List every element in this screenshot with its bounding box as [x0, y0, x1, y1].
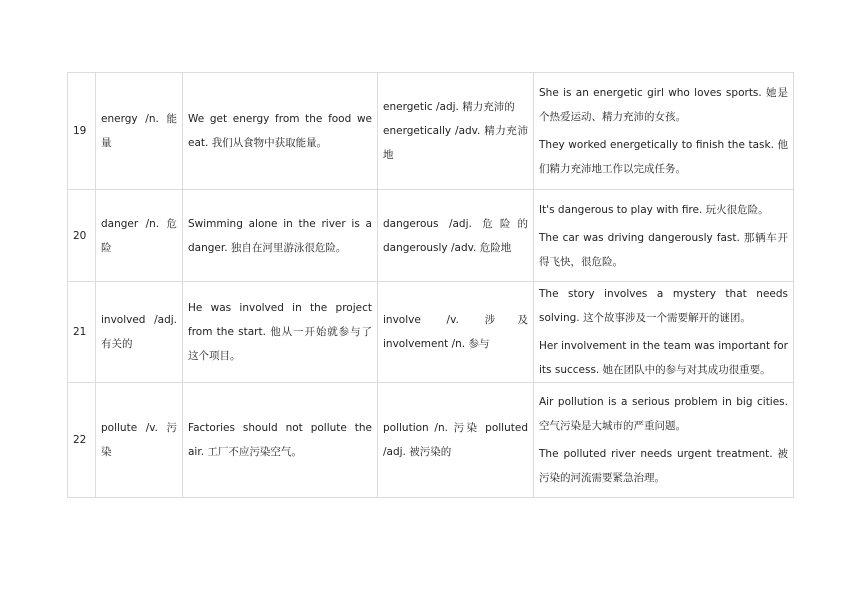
examples-cell	[534, 73, 794, 190]
word-form: energetic /adj. 精力充沛的	[383, 101, 515, 113]
table-row	[68, 190, 794, 282]
table-row	[68, 383, 794, 498]
example-sentence: It's dangerous to play with fire. 玩火很危险。	[539, 203, 769, 216]
example-sentence: The car was driving dangerously fast. 那辆车开得飞快，很危险。	[539, 231, 788, 268]
example-sentence: The story involves a mystery that needs solving. 这个故事涉及一个需要解开的谜团。	[539, 288, 788, 324]
word-forms-cell: involve /v. 涉及 involvement /n. 参与	[378, 282, 534, 383]
row-number: 20	[68, 190, 96, 282]
table-row	[68, 73, 794, 190]
sentence-cell: Factories should not pollute the air. 工厂不应污染空气。	[183, 383, 378, 498]
row-number: 22	[68, 383, 96, 498]
word-forms-cell: dangerous /adj. 危险的 dangerously /adv. 危险地	[378, 190, 534, 282]
example-sentence: Air pollution is a serious problem in big cities. 空气污染是大城市的严重问题。	[539, 396, 788, 432]
row-number: 21	[68, 282, 96, 383]
table-row	[68, 282, 794, 383]
row-number: 19	[68, 73, 96, 190]
word-form: energetically /adv. 精力充沛地	[383, 125, 528, 161]
word-cell: pollute /v. 污染	[96, 383, 183, 498]
example-sentence: She is an energetic girl who loves sports. 她是个热爱运动、精力充沛的女孩。	[539, 87, 788, 123]
example-sentence: The polluted river needs urgent treatment. 被污染的河流需要紧急治理。	[539, 448, 788, 484]
sentence-cell: He was involved in the project from the start. 他从一开始就参与了这个项目。	[183, 282, 378, 383]
sentence-cell: We get energy from the food we eat. 我们从食物中获取能量。	[183, 73, 378, 190]
examples-cell	[534, 190, 794, 282]
word-forms-cell	[378, 73, 534, 190]
examples-cell	[534, 282, 794, 383]
example-sentence: They worked energetically to finish the task. 他们精力充沛地工作以完成任务。	[539, 139, 788, 175]
example-sentence: Her involvement in the team was important for its success. 她在团队中的参与对其成功很重要。	[539, 340, 788, 376]
word-cell: danger /n. 危险	[96, 190, 183, 282]
vocabulary-table	[67, 72, 794, 498]
examples-cell	[534, 383, 794, 498]
sentence-cell: Swimming alone in the river is a danger. 独自在河里游泳很危险。	[183, 190, 378, 282]
word-forms-cell: pollution /n. 污染 polluted /adj. 被污染的	[378, 383, 534, 498]
word-cell: involved /adj. 有关的	[96, 282, 183, 383]
word-cell: energy /n. 能量	[96, 73, 183, 190]
